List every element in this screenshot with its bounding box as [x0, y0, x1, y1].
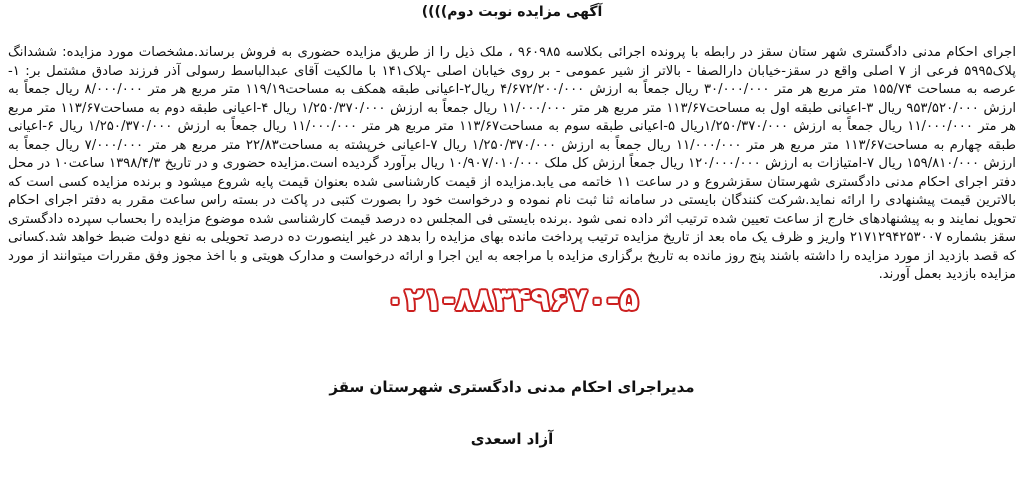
signature-title: مدیراجرای احکام مدنی دادگستری شهرستان سقز [329, 378, 695, 396]
notice-heading: آگهی مزایده نوبت دوم)))) [421, 4, 603, 20]
notice-body: اجرای احکام مدنی دادگستری شهر ستان سقز در رابطه با پرونده اجرائی بکلاسه ۹۶۰۹۸۵ ، ملک ذیل را از طریق مزایده حضوری به فروش برساند.مشخصات مورد مزایده: ششدانگ پلاک۵۹۹۵ فرعی از ۷ اصلی واقع در سقز-خیابان دارالصفا - بالاتر از شیر عمومی - بر روی خیابان اصلی -پلاک۱۴۱ با مالکیت آقای عبدالباسط رسولی آذر فرزند صادق مشتمل بر: ۱- عرصه به مساحت ۱۵۵/۷۴ متر مربع هر متر ۳۰/۰۰۰/۰۰۰ ریال جمعاً به ارزش ۴/۶۷۲/۲۰۰/۰۰۰ ریال۲-اعیانی طبقه همکف به مساحت۱۱۹/۱۹ متر مربع هر متر ۸/۰۰۰/۰۰۰ ریال جمعاً به ارزش ۹۵۳/۵۲۰/۰۰۰ ریال ۳-اعیانی طبقه اول به مساحت۱۱۳/۶۷ متر مربع هر متر ۱۱/۰۰۰/۰۰۰ ریال جمعاً به ارزش ۱/۲۵۰/۳۷۰/۰۰۰ ریال ۴-اعیانی طبقه دوم به مساحت۱۱۳/۶۷ متر مربع هر متر ۱۱/۰۰۰/۰۰۰ ریال جمعاً به ارزش ۱/۲۵۰/۳۷۰/۰۰۰ریال ۵-اعیانی طبقه سوم به مساحت۱۱۳/۶۷ متر مربع هر متر ۱۱/۰۰۰/۰۰۰ ریال جمعاً به ارزش ۱/۲۵۰/۳۷۰/۰۰۰ ریال ۶-اعیانی طبقه چهارم به مساحت۱۱۳/۶۷ متر مربع هر متر ۱۱/۰۰۰/۰۰۰ ریال جمعاً به ارزش ۱/۲۵۰/۳۷۰/۰۰۰ ریال ۷-اعیانی خرپشته به مساحت۲۲/۸۳ متر مربع هر متر ۷/۰۰۰/۰۰۰ ریال جمعاً به ارزش ۱۵۹/۸۱۰/۰۰۰ ریال ۷-امتیازات به ارزش ۱۲۰/۰۰۰/۰۰۰ ریال جمعاً ارزش کل ملک ۱۰/۹۰۷/۰۱۰/۰۰۰ ریال برآورد گردیده است.مزایده حضوری و در تاریخ ۱۳۹۸/۴/۳ ساعت۱۰ در محل دفتر اجرای احکام مدنی دادگستری شهرستان سقزشروع و در ساعت ۱۱ خاتمه می یابد.مزایده از قیمت کارشناسی شده بعنوان قیمت پایه شروع میشود و برنده مزایده کسی است که بالاترین قیمت پیشنهادی را ارائه نماید.شرکت کنندگان بایستی در سامانه ثنا ثبت نام نموده و درخواست خود را بصورت کتبی در پاکت در بسته راس ساعت مقرر به دفتر اجرای احکام تحویل نمایند و به پیشنهادهای خارج از ساعت تعیین شده ترتیب اثر داده نمی شود .برنده بایستی فی المجلس ده درصد قیمت کارشناسی شده موضوع مزایده را بحساب سپرده دادگستری سقز بشماره ۲۱۷۱۲۹۴۲۵۳۰۰۷ واریز و ظرف یک ماه بعد از تاریخ مزایده ترتیب پرداخت مانده بهای مزایده را بدهد در غیر اینصورت ده درصد تحویلی به نفع دولت ضبط خواهد شد.کسانی که قصد بازدید از مورد مزایده را داشته باشند پنج روز مانده به تاریخ برگزاری مزایده با مراجعه به این اجرا و ارائه درخواست و مدارک هویتی و با اخذ مجوز وفق مقررات میتوانند از مورد مزایده بازدید بعمل آورند. [8, 45, 1017, 282]
phone-number: ۰۲۱-۸۸۳۴۹۶۷۰-۵ [385, 282, 639, 318]
signature-name: آزاد اسعدی [470, 430, 554, 448]
